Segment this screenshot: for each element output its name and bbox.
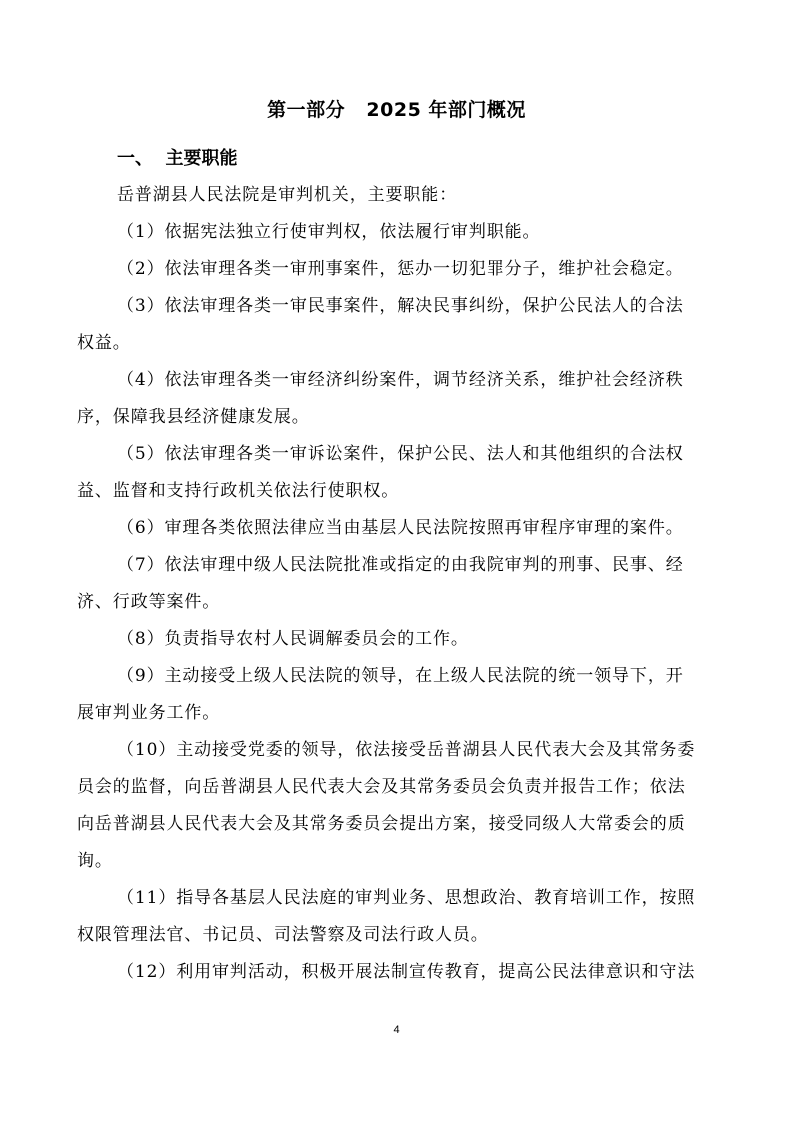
duty-line-continued: 询。	[77, 851, 113, 871]
duty-line: （6）审理各类依照法律应当由基层人民法院按照再审程序审理的案件。	[117, 518, 684, 538]
duty-item-8	[117, 621, 711, 658]
duty-line: （7）依法审理中级人民法院批准或指定的由我院审判的刑事、民事、经	[117, 555, 684, 575]
duty-line-continued: 员会的监督，向岳普湖县人民代表大会及其常务委员会负责并报告工作；依法	[77, 777, 686, 797]
duty-line: （3）依法审理各类一审民事案件，解决民事纠纷，保护公民法人的合法	[117, 296, 684, 316]
duty-line-continued: 向岳普湖县人民代表大会及其常务委员会提出方案，接受同级人大常委会的质	[77, 814, 686, 834]
duty-line-continued: 序，保障我县经济健康发展。	[77, 407, 310, 427]
duty-line: （2）依法审理各类一审刑事案件，惩办一切犯罪分子，维护社会稳定。	[117, 259, 684, 279]
duty-item-3	[77, 288, 711, 362]
duty-line: （11）指导各基层人民法庭的审判业务、思想政治、教育培训工作，按照	[117, 888, 696, 908]
duty-item-6	[117, 510, 711, 547]
duty-line: （1）依据宪法独立行使审判权，依法履行审判职能。	[117, 222, 541, 242]
duty-item-2	[117, 251, 711, 288]
duty-line-continued: 权限管理法官、书记员、司法警察及司法行政人员。	[77, 925, 489, 945]
duty-item-11	[77, 880, 711, 954]
duty-line: （12）利用审判活动，积极开展法制宣传教育，提高公民法律意识和守法	[117, 962, 696, 982]
body-text	[77, 177, 711, 991]
duty-item-1	[117, 214, 711, 251]
duty-line-continued: 权益。	[77, 333, 131, 353]
duty-line: （9）主动接受上级人民法院的领导，在上级人民法院的统一领导下，开	[117, 666, 684, 686]
duty-item-5	[77, 436, 711, 510]
document-title: 第一部分 2025 年部门概况	[267, 99, 526, 121]
duty-line-continued: 展审判业务工作。	[77, 703, 221, 723]
duty-line: （10）主动接受党委的领导，依法接受岳普湖县人民代表大会及其常务委	[117, 740, 696, 760]
duty-item-12	[117, 954, 711, 991]
intro-paragraph: 岳普湖县人民法院是审判机关，主要职能：	[117, 185, 458, 205]
duty-line: （4）依法审理各类一审经济纠纷案件，调节经济关系，维护社会经济秩	[117, 370, 684, 390]
duty-item-4	[77, 362, 711, 436]
section-heading: 一、 主要职能	[117, 148, 238, 169]
duty-item-9	[77, 658, 711, 732]
page-number: 4	[393, 1024, 400, 1036]
duty-line: （8）负责指导农村人民调解委员会的工作。	[117, 629, 469, 649]
duty-item-10	[77, 732, 711, 880]
duty-line: （5）依法审理各类一审诉讼案件，保护公民、法人和其他组织的合法权	[117, 444, 684, 464]
duty-line-continued: 济、行政等案件。	[77, 592, 221, 612]
duty-line-continued: 益、监督和支持行政机关依法行使职权。	[77, 481, 400, 501]
duty-item-7	[77, 547, 711, 621]
